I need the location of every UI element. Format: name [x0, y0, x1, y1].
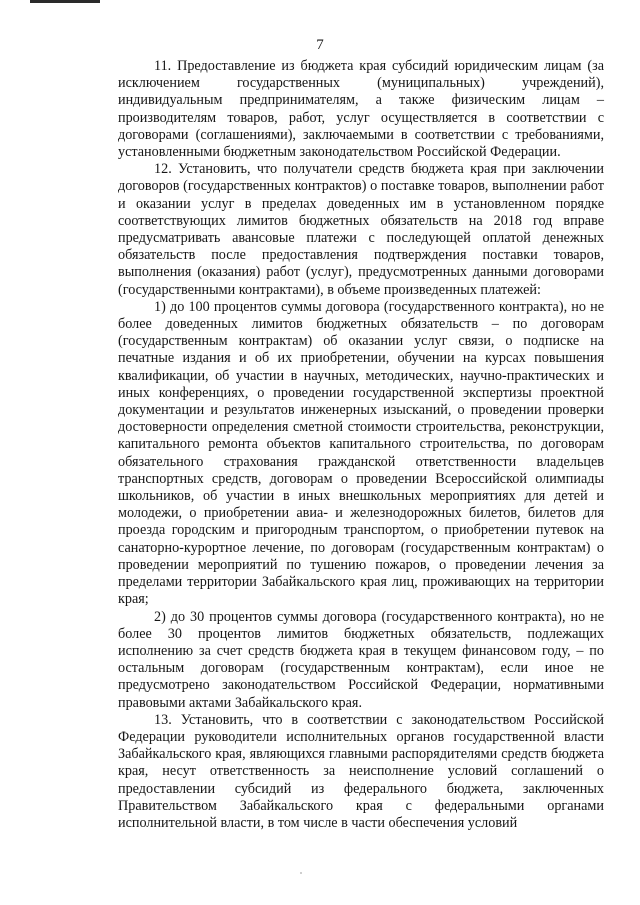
paragraph-13: 13. Установить, что в соответствии с законодательством Российской Федерации руководители исполнительных органов государственной власти Забайкальского края, являющихся главными распорядителями средств бюджета края, несут ответственность за неисполнение условий соглашений о предоставлении субсидий из федерального бюджета, заключенных Правительством Забайкальского края с федеральными органами исполнительной власти, в том числе в части обеспечения условий	[118, 711, 604, 831]
scan-edge-mark	[30, 0, 100, 3]
paragraph-12-item-2: 2) до 30 процентов суммы договора (государственного контракта), но не более 30 процентов лимитов бюджетных обязательств, подлежащих исполнению за счет средств бюджета края в текущем финансовом году, – по остальным договорам (государственным контрактам), если иное не предусмотрено законодательством Российской Федерации, нормативными правовыми актами Забайкальского края.	[118, 608, 604, 711]
paragraph-12-item-1: 1) до 100 процентов суммы договора (государственного контракта), но не более доведенных лимитов бюджетных обязательств – по договорам (государственным контрактам) об оказании услуг связи, о подписке на печатные издания и об их приобретении, обучении на курсах повышения квалификации, об участии в научных, методических, научно-практических и иных конференциях, о проведении государственной экспертизы проектной документации и результатов инженерных изысканий, о проведении проверки достоверности определения сметной стоимости строительства, реконструкции, капитального ремонта объектов капитального строительства, по договорам обязательного страхования гражданской ответственности владельцев транспортных средств, договорам о проведении Всероссийской олимпиады школьников, об участии в иных внешкольных мероприятиях для детей и молодежи, о приобретении авиа- и железнодорожных билетов, билетов для проезда городским и пригородным транспортом, о приобретении путевок на санаторно-курортное лечение, по договорам (государственным контрактам) о проведении мероприятий по тушению пожаров, о проведении лечения за пределами территории Забайкальского края лиц, проживающих на территории края;	[118, 298, 604, 608]
page-number: 7	[316, 37, 324, 53]
paragraph-12: 12. Установить, что получатели средств бюджета края при заключении договоров (государственных контрактов) о поставке товаров, выполнении работ и оказании услуг в пределах доведенных им в установленном порядке соответствующих лимитов бюджетных обязательств на 2018 год вправе предусматривать авансовые платежи с последующей оплатой денежных обязательств после предоставления подтверждения поставки товаров, выполнения (оказания) работ (услуг), предусмотренных данными договорами (государственными контрактами), в объеме произведенных платежей:	[118, 161, 604, 298]
document-body	[118, 58, 604, 832]
scan-speck	[300, 872, 302, 874]
paragraph-11: 11. Предоставление из бюджета края субсидий юридическим лицам (за исключением государственных (муниципальных) учреждений), индивидуальным предпринимателям, а также физическим лицам – производителям товаров, работ, услуг осуществляется в соответствии с договорами (соглашениями), заключаемыми в соответствии с требованиями, установленными бюджетным законодательством Российской Федерации.	[118, 58, 604, 161]
